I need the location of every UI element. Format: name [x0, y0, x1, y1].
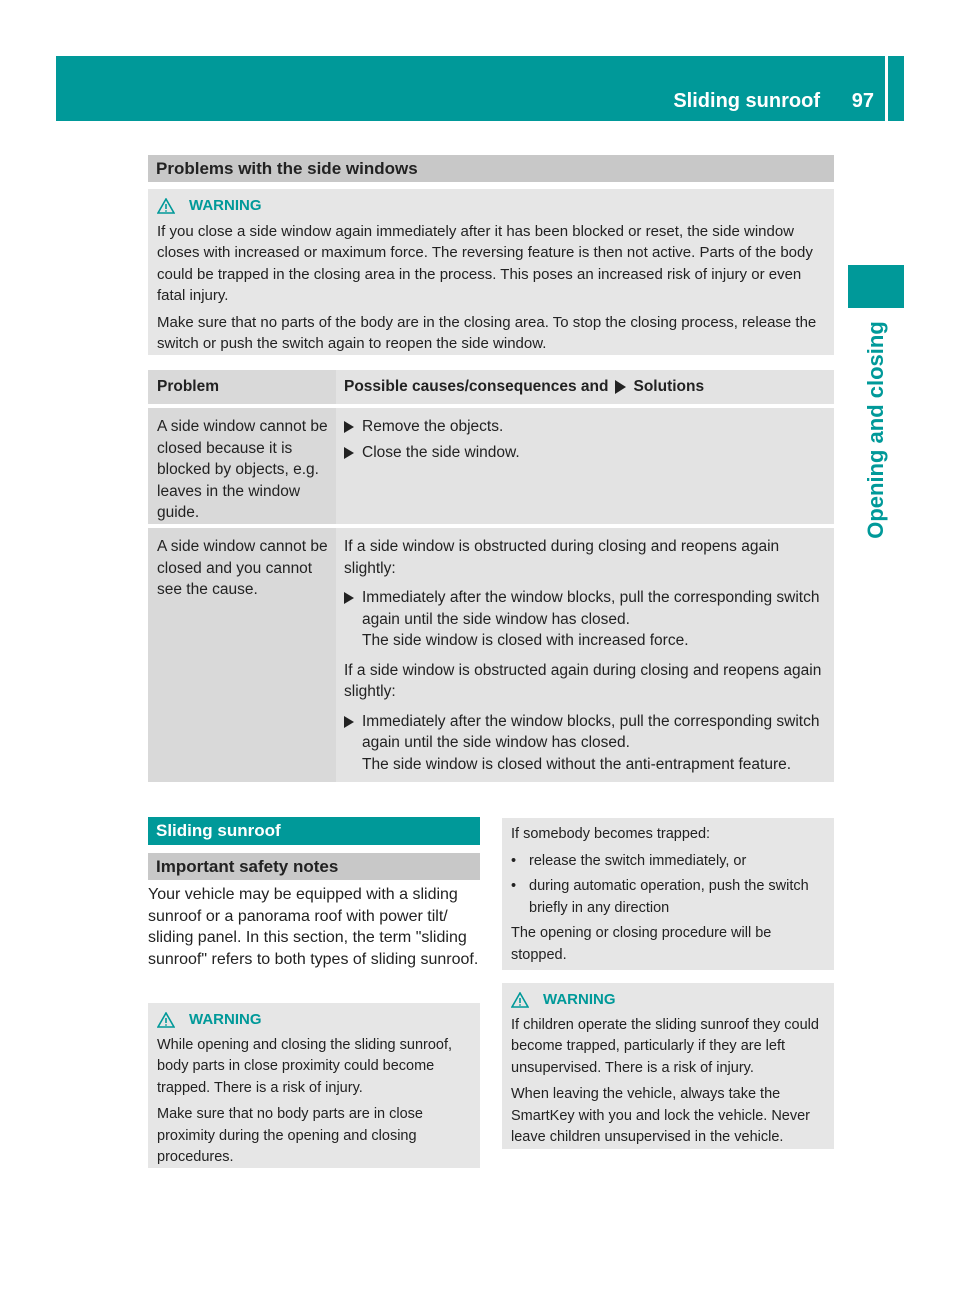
warning-triangle-icon: [511, 992, 529, 1008]
arrow-right-icon: [614, 380, 626, 394]
problem-table: [148, 370, 834, 782]
warning-heading: WARNING: [157, 1009, 471, 1031]
header-divider: [885, 56, 888, 121]
warning-triangle-icon: [157, 198, 175, 214]
warning-triangle-icon: [157, 1012, 175, 1028]
side-tab-marker: [848, 265, 904, 308]
page-number: 97: [851, 90, 874, 112]
warning-paragraph: While opening and closing the sliding sunroof, body parts in close proximity could become trapped. There is a risk of injury.: [157, 1036, 453, 1096]
sunroof-intro-text: Your vehicle may be equipped with a sliding sunroof or a panorama roof with power tilt/ sliding panel. In this section, the term "sliding sunroof" refers to both types of sliding sunroof.: [148, 886, 479, 968]
info-outro: The opening or closing procedure will be stopped.: [511, 925, 772, 963]
problem-cell: A side window cannot be closed because it is blocked by objects, e.g. leaves in the window guide.: [148, 408, 336, 524]
table-row: [148, 528, 834, 782]
running-title: Sliding sunroof: [673, 90, 820, 112]
side-tab-label: Opening and closing: [863, 321, 888, 539]
problem-cell: A side window cannot be closed and you cannot see the cause.: [148, 528, 336, 782]
warning-paragraph: When leaving the vehicle, always take the SmartKey with you and lock the vehicle. Never leave children unsupervised in the vehicle.: [511, 1086, 810, 1145]
subsection-title-safety-notes: Important safety notes: [148, 853, 480, 880]
arrow-right-icon: [344, 716, 354, 728]
instruction-step: Remove the objects.: [344, 416, 828, 438]
info-intro: If somebody becomes trapped:: [511, 826, 711, 842]
result-text: The side window is closed without the anti-entrapment feature.: [362, 755, 792, 773]
section-title-sliding-sunroof: Sliding sunroof: [148, 817, 480, 845]
instruction-step: Close the side window.: [344, 442, 828, 464]
list-item: • during automatic operation, push the switch briefly in any direction: [511, 878, 809, 916]
arrow-right-icon: [344, 447, 354, 459]
condition-text: If a side window is obstructed again during closing and reopens again slightly:: [344, 661, 822, 700]
warning-paragraph: If you close a side window again immediately after it has been blocked or reset, the side window closes with increased or maximum force. The reversing feature is then not active. Parts of the body could be trapped in the closing area in the process. This poses an increased risk of injury or even fatal injury.: [157, 222, 813, 304]
warning-heading: WARNING: [511, 989, 825, 1011]
warning-box-sunroof-trapping: [148, 1003, 480, 1168]
solution-cell: [336, 408, 834, 524]
arrow-right-icon: [344, 421, 354, 433]
column-header-solutions: Possible causes/consequences and Solutions: [336, 370, 834, 404]
table-row: [148, 408, 834, 524]
column-header-problem: Problem: [148, 370, 336, 404]
solution-cell: [336, 528, 834, 782]
arrow-right-icon: [344, 592, 354, 604]
section-title-side-windows: [148, 155, 834, 182]
list-item: • release the switch immediately, or: [511, 852, 747, 869]
result-text: The side window is closed with increased force.: [362, 632, 689, 649]
warning-box-side-windows: [148, 189, 834, 355]
running-header-bar: [56, 56, 904, 121]
condition-text: If a side window is obstructed during closing and reopens again slightly:: [344, 538, 780, 577]
info-box-trapped: [502, 818, 834, 970]
table-header-row: [148, 370, 834, 404]
warning-heading: WARNING: [157, 195, 825, 217]
warning-box-children: [502, 983, 834, 1149]
warning-paragraph: Make sure that no parts of the body are in the closing area. To stop the closing process, release the switch or push the switch again to reopen the side window.: [157, 313, 817, 352]
section-title-text: Problems with the side windows: [156, 158, 418, 178]
instruction-step: Immediately after the window blocks, pull the corresponding switch again until the side window has closed.: [344, 587, 828, 630]
instruction-step: Immediately after the window blocks, pull the corresponding switch again until the side window has closed.: [344, 711, 828, 754]
warning-paragraph: Make sure that no body parts are in close proximity during the opening and closing procedures.: [157, 1106, 423, 1165]
warning-paragraph: If children operate the sliding sunroof they could become trapped, particularly if they are left unsupervised. There is a risk of injury.: [511, 1016, 819, 1076]
